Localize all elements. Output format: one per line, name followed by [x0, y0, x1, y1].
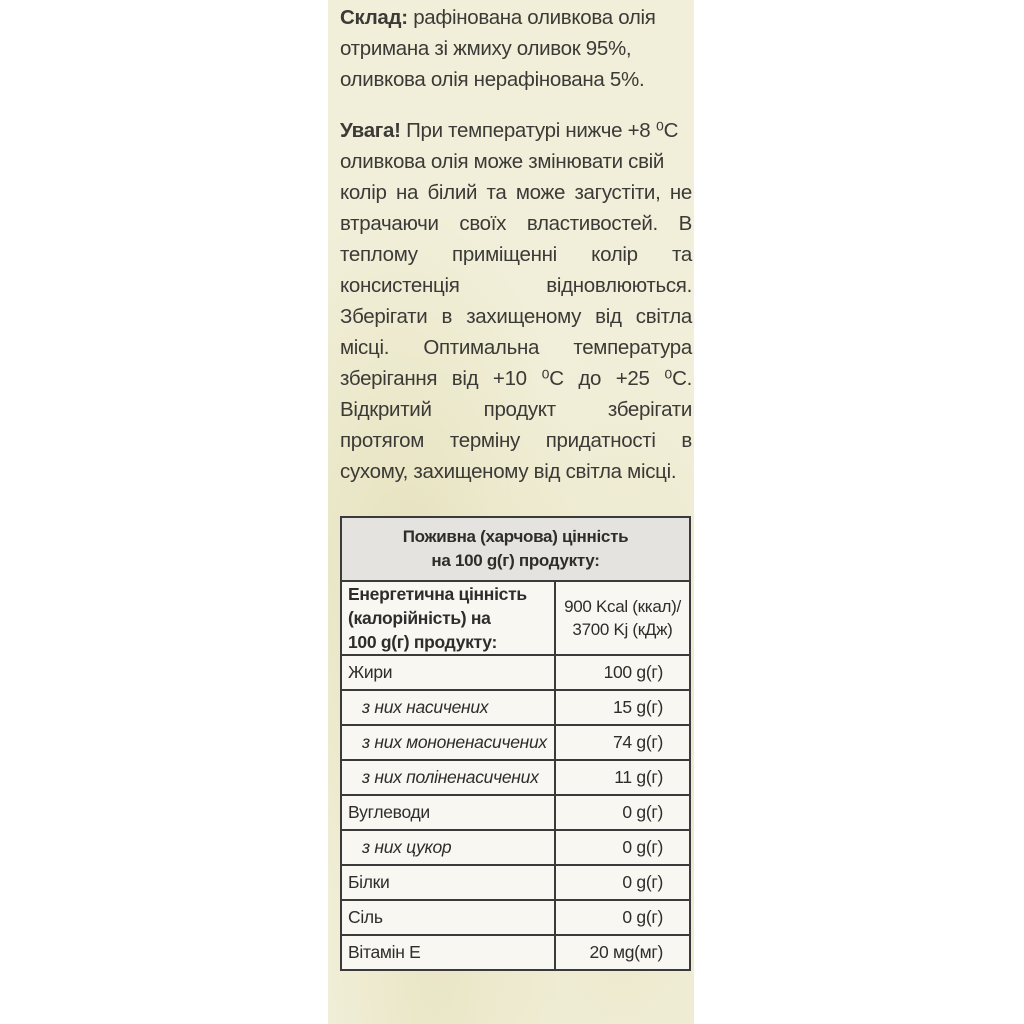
nutrient-value: 0 g(г): [555, 900, 690, 935]
warning-line: теплому приміщенні колір та: [340, 243, 692, 266]
nutrient-value: 11 g(г): [555, 760, 690, 795]
table-row: [341, 760, 690, 795]
composition-line: отримана зі жмиху оливок 95%,: [340, 37, 632, 60]
warning-line: колір на білий та може загустіти, не: [340, 181, 692, 204]
warning-paragraph: [340, 115, 692, 487]
nutrient-value: 100 g(г): [555, 655, 690, 690]
composition-paragraph: [340, 2, 692, 95]
energy-label: [341, 581, 555, 655]
nutrient-name: Вуглеводи: [341, 795, 555, 830]
warning-line: оливкова олія може змінювати свій: [340, 150, 665, 173]
nutrient-name: Жири: [341, 655, 555, 690]
energy-label-line: (калорійність) на: [348, 608, 491, 628]
nutrient-name: Сіль: [341, 900, 555, 935]
nutrient-name: з них насичених: [341, 690, 555, 725]
nutrient-name: з них мононенасичених: [341, 725, 555, 760]
table-row: [341, 690, 690, 725]
table-row: [341, 900, 690, 935]
nutrient-name: Вітамін Е: [341, 935, 555, 970]
nutrition-header-line: на 100 g(г) продукту:: [431, 551, 600, 570]
nutrient-value: 0 g(г): [555, 830, 690, 865]
nutrient-name: з них поліненасичених: [341, 760, 555, 795]
nutrient-value: 0 g(г): [555, 865, 690, 900]
warning-line: втрачаючи своїх властивостей. В: [340, 212, 692, 235]
nutrition-header-line: Поживна (харчова) цінність: [402, 527, 629, 546]
nutrient-name: з них цукор: [341, 830, 555, 865]
table-row: [341, 655, 690, 690]
composition-line: рафінована оливкова олія: [413, 6, 656, 29]
energy-value-line: 900 Kcal (ккал)/: [564, 597, 681, 616]
nutrient-value: 74 g(г): [555, 725, 690, 760]
nutrition-table: [340, 516, 691, 971]
composition-line: оливкова олія нерафінована 5%.: [340, 68, 645, 91]
energy-value-line: 3700 Kj (кДж): [572, 620, 673, 639]
table-row: [341, 795, 690, 830]
warning-line: Відкритий продукт зберігати: [340, 398, 692, 421]
warning-title: Увага!: [340, 119, 401, 142]
warning-line: протягом терміну придатності в: [340, 429, 692, 452]
nutrient-value: 15 g(г): [555, 690, 690, 725]
nutrition-table-header: [341, 517, 690, 581]
energy-label-line: 100 g(г) продукту:: [348, 632, 498, 652]
warning-line: зберігання від +10 ⁰С до +25 ⁰С.: [340, 367, 692, 390]
warning-line: консистенція відновлюються.: [340, 274, 692, 297]
warning-line: При температурі нижче +8 ⁰С: [406, 119, 679, 142]
table-row: [341, 935, 690, 970]
energy-value: [555, 581, 690, 655]
product-label: [328, 0, 694, 1024]
table-row: [341, 725, 690, 760]
nutrient-value: 0 g(г): [555, 795, 690, 830]
composition-title: Склад:: [340, 6, 408, 29]
table-row: [341, 830, 690, 865]
nutrient-name: Білки: [341, 865, 555, 900]
warning-line: сухому, захищеному від світла місці.: [340, 460, 677, 483]
warning-line: Зберігати в захищеному від світла: [340, 305, 692, 328]
energy-row: [341, 581, 690, 655]
nutrient-value: 20 мg(мг): [555, 935, 690, 970]
warning-line: місці. Оптимальна температура: [340, 336, 692, 359]
energy-label-line: Енергетична цінність: [348, 584, 527, 604]
table-row: [341, 865, 690, 900]
